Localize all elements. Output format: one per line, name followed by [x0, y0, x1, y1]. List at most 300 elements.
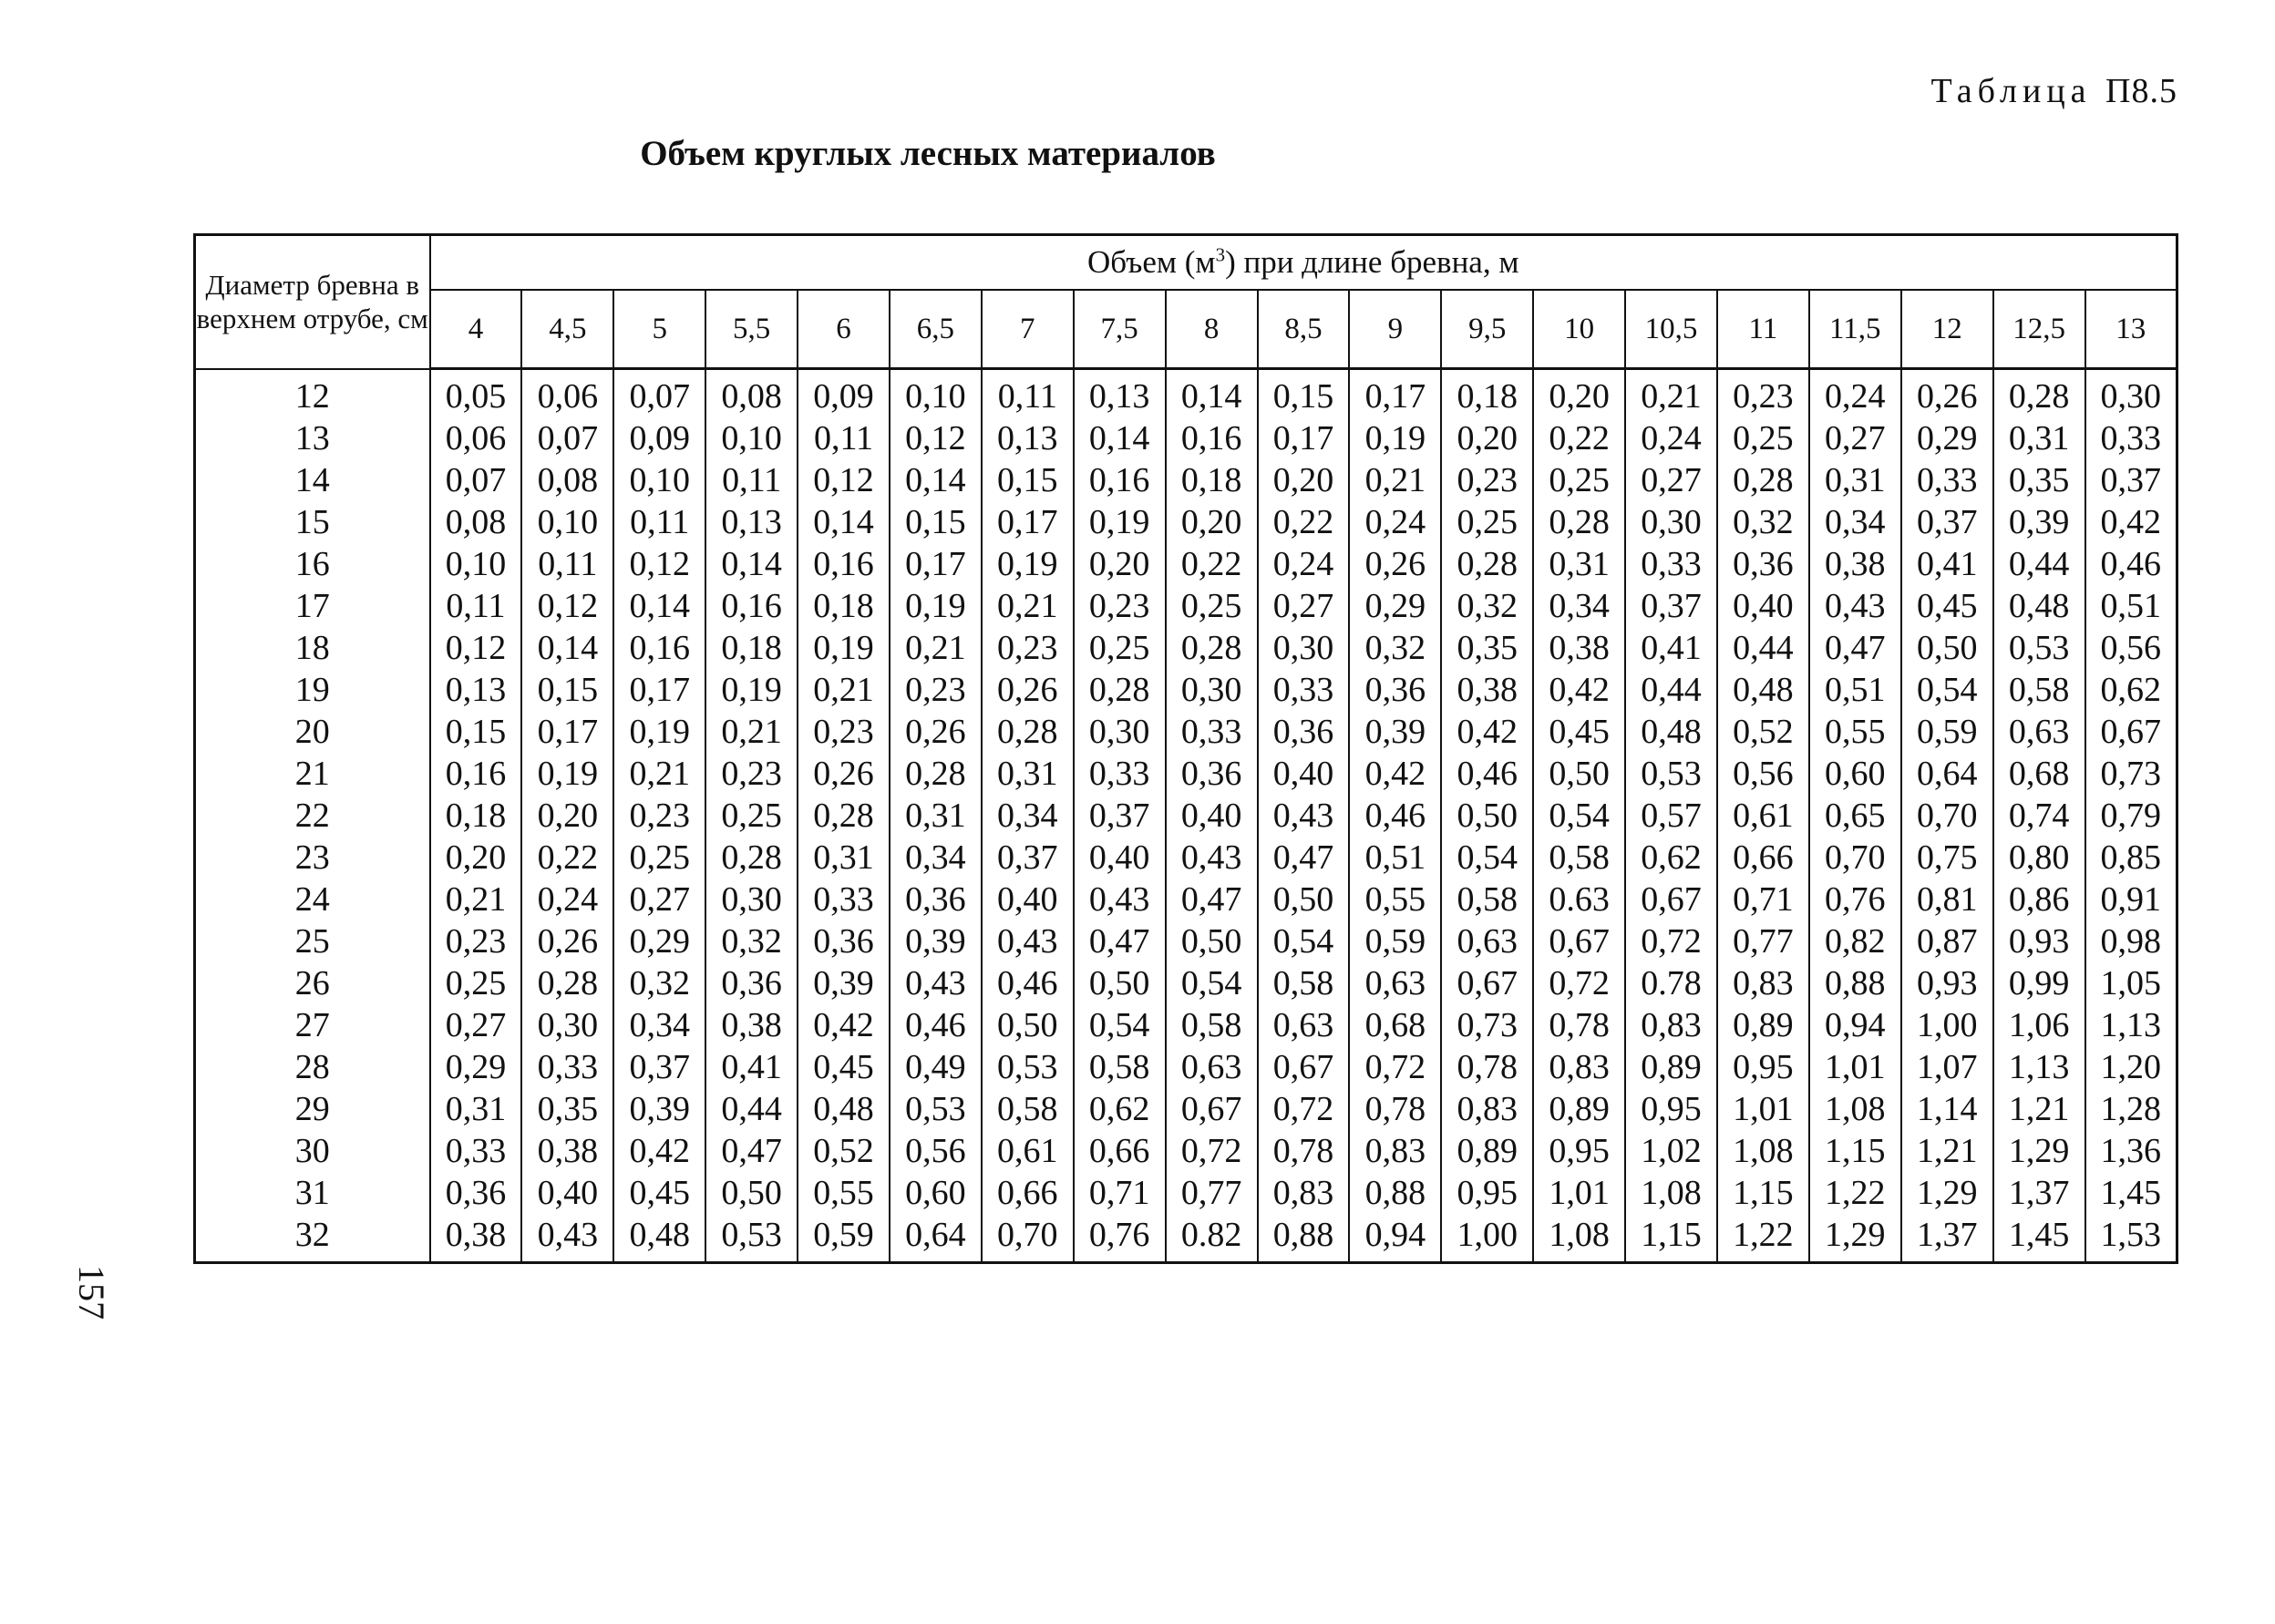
volume-cell: 1,15 — [1809, 1130, 1901, 1172]
volume-cell: 0,76 — [1809, 879, 1901, 920]
diameter-cell: 26 — [195, 962, 430, 1004]
volume-cell: 0,54 — [1166, 962, 1258, 1004]
volume-cell: 0,13 — [705, 501, 798, 543]
volume-cell: 1,29 — [1993, 1130, 2085, 1172]
length-header-cell: 12 — [1901, 290, 1993, 369]
volume-cell: 0,23 — [1441, 459, 1533, 501]
volume-cell: 0,86 — [1993, 879, 2085, 920]
diameter-column-header: Диаметр бревна в верхнем отрубе, см — [195, 235, 430, 369]
diameter-cell: 31 — [195, 1172, 430, 1214]
volume-cell: 0,25 — [613, 837, 705, 879]
volume-cell: 0,19 — [890, 585, 982, 627]
volume-cell: 0,54 — [1533, 795, 1625, 837]
volume-cell: 0,23 — [613, 795, 705, 837]
volume-cell: 0,89 — [1717, 1004, 1809, 1046]
volume-cell: 0,27 — [613, 879, 705, 920]
volume-cell: 0,57 — [1625, 795, 1717, 837]
volume-cell: 0,10 — [613, 459, 705, 501]
volume-cell: 0,28 — [798, 795, 890, 837]
table-row — [195, 585, 2177, 627]
volume-cell: 0,19 — [613, 711, 705, 753]
volume-cell: 0,17 — [1349, 369, 1441, 418]
volume-cell: 0,37 — [1901, 501, 1993, 543]
volume-cell: 0,46 — [1349, 795, 1441, 837]
volume-cell: 0.63 — [1533, 879, 1625, 920]
volume-cell: 0,72 — [1533, 962, 1625, 1004]
volume-cell: 0,78 — [1349, 1088, 1441, 1130]
diameter-cell: 19 — [195, 669, 430, 711]
length-header-cell: 10,5 — [1625, 290, 1717, 369]
volume-cell: 0,10 — [705, 417, 798, 459]
volume-cell: 0,59 — [1349, 920, 1441, 962]
volume-cell: 0,28 — [890, 753, 982, 795]
volume-cell: 0,50 — [1074, 962, 1166, 1004]
volume-cell: 0,62 — [1074, 1088, 1166, 1130]
volume-cell: 0,50 — [982, 1004, 1074, 1046]
volume-cell: 0,05 — [430, 369, 522, 418]
volume-cell: 1,13 — [2085, 1004, 2177, 1046]
volume-cell: 0,53 — [982, 1046, 1074, 1088]
table-row — [195, 711, 2177, 753]
volume-cell: 1,06 — [1993, 1004, 2085, 1046]
volume-cell: 0,44 — [1625, 669, 1717, 711]
volume-cell: 0,21 — [1625, 369, 1717, 418]
volume-cell: 0,43 — [1809, 585, 1901, 627]
volume-cell: 0,31 — [1993, 417, 2085, 459]
volume-cell: 0,62 — [1625, 837, 1717, 879]
volume-cell: 0,26 — [521, 920, 613, 962]
volume-cell: 0,33 — [1074, 753, 1166, 795]
volume-cell: 0,10 — [430, 543, 522, 585]
volume-table — [193, 233, 2178, 1264]
volume-cell: 0,16 — [1166, 417, 1258, 459]
volume-cell: 0,59 — [798, 1214, 890, 1263]
volume-cell: 0,45 — [613, 1172, 705, 1214]
volume-header-superscript: 3 — [1215, 243, 1226, 266]
table-row — [195, 795, 2177, 837]
volume-cell: 0,98 — [2085, 920, 2177, 962]
table-row — [195, 627, 2177, 669]
volume-cell: 0,42 — [1533, 669, 1625, 711]
volume-cell: 0,16 — [798, 543, 890, 585]
volume-cell: 0,45 — [1901, 585, 1993, 627]
volume-cell: 0,17 — [521, 711, 613, 753]
volume-cell: 1,28 — [2085, 1088, 2177, 1130]
volume-cell: 1,29 — [1809, 1214, 1901, 1263]
volume-cell: 0,33 — [798, 879, 890, 920]
volume-cell: 0,50 — [1258, 879, 1350, 920]
volume-cell: 0,17 — [890, 543, 982, 585]
volume-cell: 0,89 — [1533, 1088, 1625, 1130]
volume-cell: 0,95 — [1533, 1130, 1625, 1172]
length-header-cell: 5 — [613, 290, 705, 369]
volume-cell: 0,33 — [1901, 459, 1993, 501]
volume-cell: 0,43 — [1258, 795, 1350, 837]
volume-cell: 0,83 — [1349, 1130, 1441, 1172]
table-row — [195, 543, 2177, 585]
volume-cell: 0,39 — [613, 1088, 705, 1130]
volume-cell: 0,22 — [521, 837, 613, 879]
volume-cell: 1,15 — [1717, 1172, 1809, 1214]
volume-cell: 0,12 — [890, 417, 982, 459]
volume-cell: 0,40 — [521, 1172, 613, 1214]
volume-cell: 0,40 — [1258, 753, 1350, 795]
volume-cell: 0,11 — [430, 585, 522, 627]
volume-cell: 0,56 — [1717, 753, 1809, 795]
volume-cell: 0,63 — [1349, 962, 1441, 1004]
volume-cell: 0,28 — [1441, 543, 1533, 585]
volume-cell: 0,68 — [1349, 1004, 1441, 1046]
diameter-cell: 28 — [195, 1046, 430, 1088]
volume-cell: 0,41 — [1901, 543, 1993, 585]
volume-cell: 0,65 — [1809, 795, 1901, 837]
volume-cell: 0,17 — [982, 501, 1074, 543]
volume-cell: 0,19 — [798, 627, 890, 669]
volume-cell: 0,31 — [890, 795, 982, 837]
volume-cell: 0,62 — [2085, 669, 2177, 711]
volume-cell: 0,21 — [798, 669, 890, 711]
volume-cell: 0,21 — [890, 627, 982, 669]
volume-cell: 0,45 — [798, 1046, 890, 1088]
volume-cell: 0,56 — [2085, 627, 2177, 669]
volume-cell: 0,67 — [1166, 1088, 1258, 1130]
volume-cell: 0,26 — [798, 753, 890, 795]
volume-cell: 0,51 — [2085, 585, 2177, 627]
volume-cell: 0,43 — [982, 920, 1074, 962]
volume-cell: 0,54 — [1441, 837, 1533, 879]
volume-cell: 0,58 — [1074, 1046, 1166, 1088]
volume-cell: 0,94 — [1349, 1214, 1441, 1263]
volume-cell: 0,72 — [1258, 1088, 1350, 1130]
volume-cell: 0,25 — [1533, 459, 1625, 501]
volume-cell: 0,28 — [1717, 459, 1809, 501]
volume-cell: 0,59 — [1901, 711, 1993, 753]
volume-cell: 0,26 — [1349, 543, 1441, 585]
volume-cell: 0,37 — [1625, 585, 1717, 627]
volume-cell: 0,19 — [705, 669, 798, 711]
volume-cell: 0,23 — [1717, 369, 1809, 418]
volume-cell: 0,07 — [613, 369, 705, 418]
volume-cell: 0,11 — [521, 543, 613, 585]
volume-cell: 0,58 — [1258, 962, 1350, 1004]
volume-cell: 0,31 — [1533, 543, 1625, 585]
volume-cell: 0,38 — [1809, 543, 1901, 585]
volume-cell: 0,76 — [1074, 1214, 1166, 1263]
volume-cell: 1,53 — [2085, 1214, 2177, 1263]
volume-cell: 1,01 — [1533, 1172, 1625, 1214]
volume-cell: 0,49 — [890, 1046, 982, 1088]
volume-cell: 0,35 — [1441, 627, 1533, 669]
volume-cell: 0,11 — [798, 417, 890, 459]
volume-cell: 0,47 — [1809, 627, 1901, 669]
volume-cell: 0,19 — [1349, 417, 1441, 459]
volume-cell: 0,16 — [1074, 459, 1166, 501]
volume-cell: 0,20 — [1166, 501, 1258, 543]
volume-column-header — [430, 235, 2177, 291]
volume-cell: 0,07 — [430, 459, 522, 501]
volume-cell: 0,11 — [613, 501, 705, 543]
volume-cell: 0,18 — [430, 795, 522, 837]
volume-cell: 0,43 — [890, 962, 982, 1004]
volume-cell: 0,08 — [521, 459, 613, 501]
volume-cell: 0,14 — [798, 501, 890, 543]
volume-cell: 0,31 — [982, 753, 1074, 795]
volume-cell: 0,32 — [1349, 627, 1441, 669]
volume-cell: 0,08 — [705, 369, 798, 418]
volume-cell: 0,26 — [982, 669, 1074, 711]
volume-cell: 0,14 — [1074, 417, 1166, 459]
volume-cell: 0,53 — [1625, 753, 1717, 795]
table-row — [195, 1046, 2177, 1088]
length-header-cell: 7 — [982, 290, 1074, 369]
volume-cell: 0,17 — [613, 669, 705, 711]
volume-cell: 0,27 — [1809, 417, 1901, 459]
volume-cell: 1,00 — [1901, 1004, 1993, 1046]
volume-cell: 0,80 — [1993, 837, 2085, 879]
volume-cell: 1,01 — [1717, 1088, 1809, 1130]
volume-cell: 1,00 — [1441, 1214, 1533, 1263]
volume-cell: 0,42 — [1349, 753, 1441, 795]
volume-cell: 0,24 — [1625, 417, 1717, 459]
volume-cell: 0,50 — [1901, 627, 1993, 669]
volume-cell: 0,46 — [2085, 543, 2177, 585]
volume-cell: 0,25 — [1166, 585, 1258, 627]
volume-cell: 1,13 — [1993, 1046, 2085, 1088]
volume-cell: 0,33 — [2085, 417, 2177, 459]
volume-cell: 0,08 — [430, 501, 522, 543]
volume-cell: 0,14 — [890, 459, 982, 501]
volume-cell: 0,36 — [430, 1172, 522, 1214]
volume-cell: 0,67 — [1533, 920, 1625, 962]
volume-cell: 0,60 — [1809, 753, 1901, 795]
volume-cell: 0,31 — [798, 837, 890, 879]
volume-cell: 0,58 — [1533, 837, 1625, 879]
volume-cell: 0,73 — [1441, 1004, 1533, 1046]
volume-cell: 0,61 — [1717, 795, 1809, 837]
volume-cell: 0,14 — [705, 543, 798, 585]
length-header-cell: 11 — [1717, 290, 1809, 369]
volume-cell: 0,41 — [705, 1046, 798, 1088]
length-header-cell: 10 — [1533, 290, 1625, 369]
volume-cell: 0,88 — [1258, 1214, 1350, 1263]
table-word: Таблица — [1930, 72, 2092, 110]
volume-cell: 0,24 — [1809, 369, 1901, 418]
volume-cell: 0,32 — [613, 962, 705, 1004]
volume-cell: 0,30 — [2085, 369, 2177, 418]
volume-cell: 0,55 — [798, 1172, 890, 1214]
diameter-cell: 24 — [195, 879, 430, 920]
volume-cell: 0,33 — [430, 1130, 522, 1172]
volume-cell: 0,23 — [982, 627, 1074, 669]
volume-cell: 0,30 — [705, 879, 798, 920]
volume-cell: 1,02 — [1625, 1130, 1717, 1172]
volume-cell: 0,20 — [1258, 459, 1350, 501]
volume-cell: 0,20 — [1441, 417, 1533, 459]
volume-cell: 0,28 — [521, 962, 613, 1004]
volume-cell: 0,48 — [1993, 585, 2085, 627]
volume-cell: 0,38 — [1533, 627, 1625, 669]
volume-cell: 0,52 — [798, 1130, 890, 1172]
volume-cell: 0,79 — [2085, 795, 2177, 837]
volume-cell: 0,36 — [798, 920, 890, 962]
volume-cell: 0,27 — [1258, 585, 1350, 627]
length-header-cell: 4 — [430, 290, 522, 369]
volume-cell: 0,18 — [705, 627, 798, 669]
table-row — [195, 837, 2177, 879]
volume-cell: 0,12 — [521, 585, 613, 627]
volume-cell: 0,27 — [430, 1004, 522, 1046]
table-row — [195, 920, 2177, 962]
volume-cell: 0,23 — [1074, 585, 1166, 627]
volume-cell: 0,95 — [1625, 1088, 1717, 1130]
volume-cell: 0,28 — [1533, 501, 1625, 543]
volume-cell: 0,44 — [705, 1088, 798, 1130]
volume-cell: 0,23 — [890, 669, 982, 711]
volume-cell: 0,13 — [430, 669, 522, 711]
volume-cell: 0,50 — [705, 1172, 798, 1214]
volume-cell: 0,36 — [705, 962, 798, 1004]
volume-cell: 1,08 — [1717, 1130, 1809, 1172]
volume-cell: 0,19 — [982, 543, 1074, 585]
volume-cell: 0,33 — [1258, 669, 1350, 711]
volume-cell: 0,95 — [1441, 1172, 1533, 1214]
volume-cell: 0,30 — [1625, 501, 1717, 543]
table-row — [195, 962, 2177, 1004]
volume-cell: 0,15 — [430, 711, 522, 753]
volume-cell: 1,22 — [1809, 1172, 1901, 1214]
volume-cell: 0,25 — [705, 795, 798, 837]
volume-cell: 0,25 — [430, 962, 522, 1004]
volume-cell: 0,66 — [982, 1172, 1074, 1214]
volume-cell: 0,71 — [1074, 1172, 1166, 1214]
volume-cell: 0,58 — [982, 1088, 1074, 1130]
volume-cell: 0,37 — [613, 1046, 705, 1088]
volume-cell: 0,16 — [613, 627, 705, 669]
volume-cell: 0,30 — [1074, 711, 1166, 753]
volume-cell: 1,08 — [1809, 1088, 1901, 1130]
volume-cell: 0,40 — [1166, 795, 1258, 837]
volume-cell: 0,42 — [1441, 711, 1533, 753]
volume-cell: 0,40 — [1717, 585, 1809, 627]
length-header-cell: 7,5 — [1074, 290, 1166, 369]
volume-cell: 0,36 — [890, 879, 982, 920]
volume-cell: 0,07 — [521, 417, 613, 459]
volume-cell: 0,16 — [705, 585, 798, 627]
volume-cell: 0,44 — [1993, 543, 2085, 585]
volume-cell: 0,15 — [890, 501, 982, 543]
length-header-cell: 6,5 — [890, 290, 982, 369]
volume-cell: 0,13 — [1074, 369, 1166, 418]
volume-cell: 0,36 — [1717, 543, 1809, 585]
volume-cell: 0,47 — [1258, 837, 1350, 879]
table-row — [195, 753, 2177, 795]
volume-cell: 0,63 — [1993, 711, 2085, 753]
volume-cell: 1,08 — [1625, 1172, 1717, 1214]
volume-cell: 0,46 — [982, 962, 1074, 1004]
diameter-cell: 18 — [195, 627, 430, 669]
volume-cell: 0,22 — [1166, 543, 1258, 585]
volume-cell: 0,94 — [1809, 1004, 1901, 1046]
volume-cell: 0,26 — [1901, 369, 1993, 418]
volume-cell: 0,23 — [430, 920, 522, 962]
diameter-cell: 14 — [195, 459, 430, 501]
volume-cell: 0,54 — [1258, 920, 1350, 962]
volume-cell: 0,75 — [1901, 837, 1993, 879]
diameter-cell: 13 — [195, 417, 430, 459]
volume-cell: 0,32 — [705, 920, 798, 962]
length-header-cell: 8 — [1166, 290, 1258, 369]
volume-cell: 1,08 — [1533, 1214, 1625, 1263]
table-body — [195, 369, 2177, 1263]
volume-cell: 0,66 — [1074, 1130, 1166, 1172]
volume-cell: 0,40 — [982, 879, 1074, 920]
volume-cell: 0,18 — [1441, 369, 1533, 418]
table-row — [195, 1214, 2177, 1263]
volume-cell: 0,30 — [1258, 627, 1350, 669]
volume-cell: 0,39 — [890, 920, 982, 962]
volume-cell: 1,21 — [1993, 1088, 2085, 1130]
volume-cell: 0,72 — [1349, 1046, 1441, 1088]
volume-cell: 0,17 — [1258, 417, 1350, 459]
volume-cell: 0,06 — [430, 417, 522, 459]
volume-cell: 0,21 — [705, 711, 798, 753]
volume-cell: 0,43 — [521, 1214, 613, 1263]
volume-cell: 0,54 — [1074, 1004, 1166, 1046]
volume-cell: 0,15 — [1258, 369, 1350, 418]
volume-cell: 1,37 — [1901, 1214, 1993, 1263]
volume-cell: 0,42 — [798, 1004, 890, 1046]
volume-cell: 0,54 — [1901, 669, 1993, 711]
volume-cell: 0,28 — [1166, 627, 1258, 669]
volume-cell: 0,52 — [1717, 711, 1809, 753]
volume-cell: 0,70 — [982, 1214, 1074, 1263]
volume-cell: 0,89 — [1441, 1130, 1533, 1172]
volume-cell: 1,15 — [1625, 1214, 1717, 1263]
volume-cell: 0,83 — [1533, 1046, 1625, 1088]
volume-cell: 0,85 — [2085, 837, 2177, 879]
volume-cell: 0,34 — [1809, 501, 1901, 543]
volume-cell: 0,83 — [1441, 1088, 1533, 1130]
volume-cell: 0,63 — [1441, 920, 1533, 962]
volume-cell: 0,55 — [1809, 711, 1901, 753]
table-row — [195, 1172, 2177, 1214]
volume-cell: 0,21 — [430, 879, 522, 920]
volume-cell: 1,29 — [1901, 1172, 1993, 1214]
volume-cell: 0,29 — [613, 920, 705, 962]
volume-cell: 0,61 — [982, 1130, 1074, 1172]
volume-cell: 0,15 — [982, 459, 1074, 501]
volume-cell: 0,39 — [1993, 501, 2085, 543]
volume-cell: 0,88 — [1809, 962, 1901, 1004]
volume-cell: 0,82 — [1809, 920, 1901, 962]
volume-cell: 0,32 — [1717, 501, 1809, 543]
volume-cell: 1,20 — [2085, 1046, 2177, 1088]
volume-cell: 0,34 — [1533, 585, 1625, 627]
volume-cell: 0,24 — [521, 879, 613, 920]
volume-cell: 0,41 — [1625, 627, 1717, 669]
volume-cell: 0,83 — [1625, 1004, 1717, 1046]
table-row — [195, 879, 2177, 920]
volume-cell: 0,25 — [1441, 501, 1533, 543]
volume-cell: 0,14 — [1166, 369, 1258, 418]
volume-cell: 0,06 — [521, 369, 613, 418]
diameter-cell: 32 — [195, 1214, 430, 1263]
page-title: Объем круглых лесных материалов — [640, 134, 1216, 173]
volume-cell: 0,48 — [1717, 669, 1809, 711]
volume-cell: 0,53 — [705, 1214, 798, 1263]
volume-cell: 0,51 — [1809, 669, 1901, 711]
volume-header-text-end: ) при длине бревна, м — [1225, 244, 1519, 280]
